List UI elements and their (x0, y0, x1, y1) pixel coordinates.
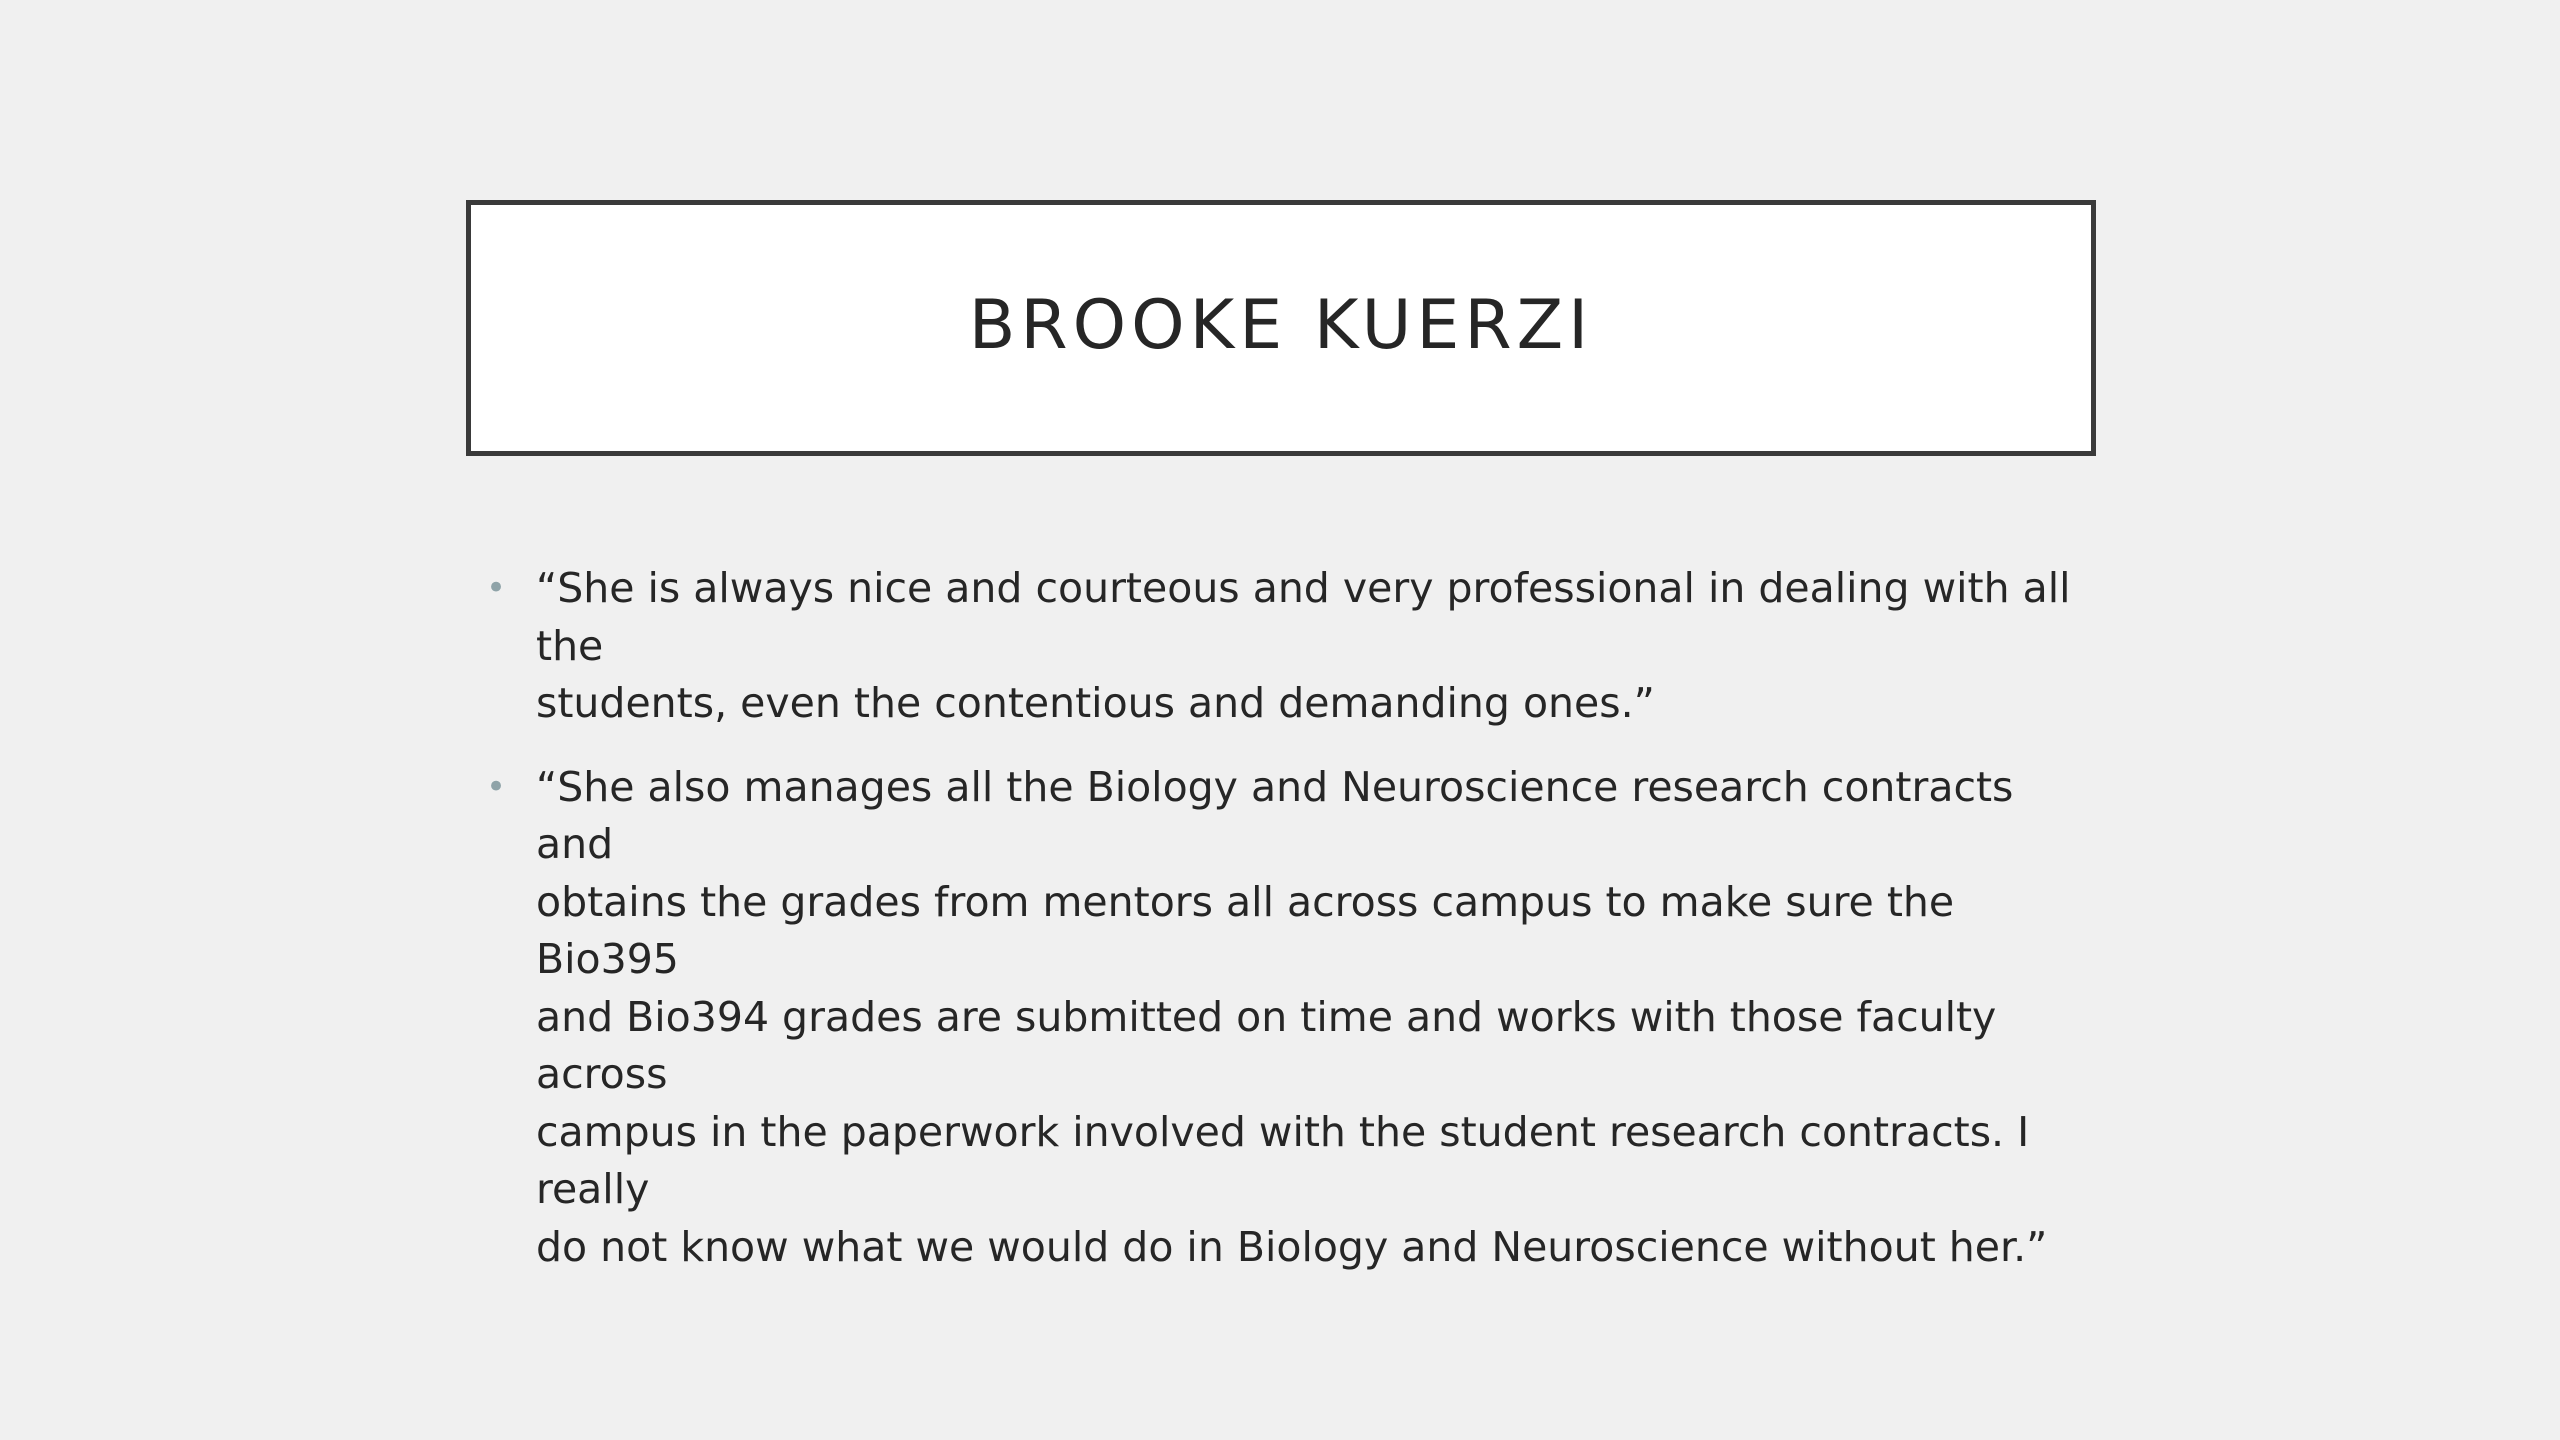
bullet-line: “She also manages all the Biology and Neuroscience research contracts and (536, 762, 2014, 868)
bullet-line: campus in the paperwork involved with the student research contracts. I really (536, 1107, 2030, 1213)
bullet-line: students, even the contentious and demanding ones.” (536, 679, 1655, 727)
bullet-line: do not know what we would do in Biology and Neuroscience without her.” (536, 1222, 2048, 1271)
title-box (466, 200, 2096, 456)
bullet-item-2 (474, 759, 2094, 1277)
bullet-dot-icon: • (486, 568, 507, 608)
bullet-line: “She is always nice and courteous and very professional in dealing with all the (536, 564, 2071, 670)
bullet-item-1 (474, 560, 2094, 733)
bullet-line: and Bio394 grades are submitted on time and works with those faculty across (536, 992, 1997, 1098)
slide-title: BROOKE KUERZI (968, 285, 1594, 365)
bullet-list (474, 560, 2094, 1302)
bullet-dot-icon: • (486, 766, 507, 807)
bullet-line: obtains the grades from mentors all across campus to make sure the Bio395 (536, 877, 1955, 983)
